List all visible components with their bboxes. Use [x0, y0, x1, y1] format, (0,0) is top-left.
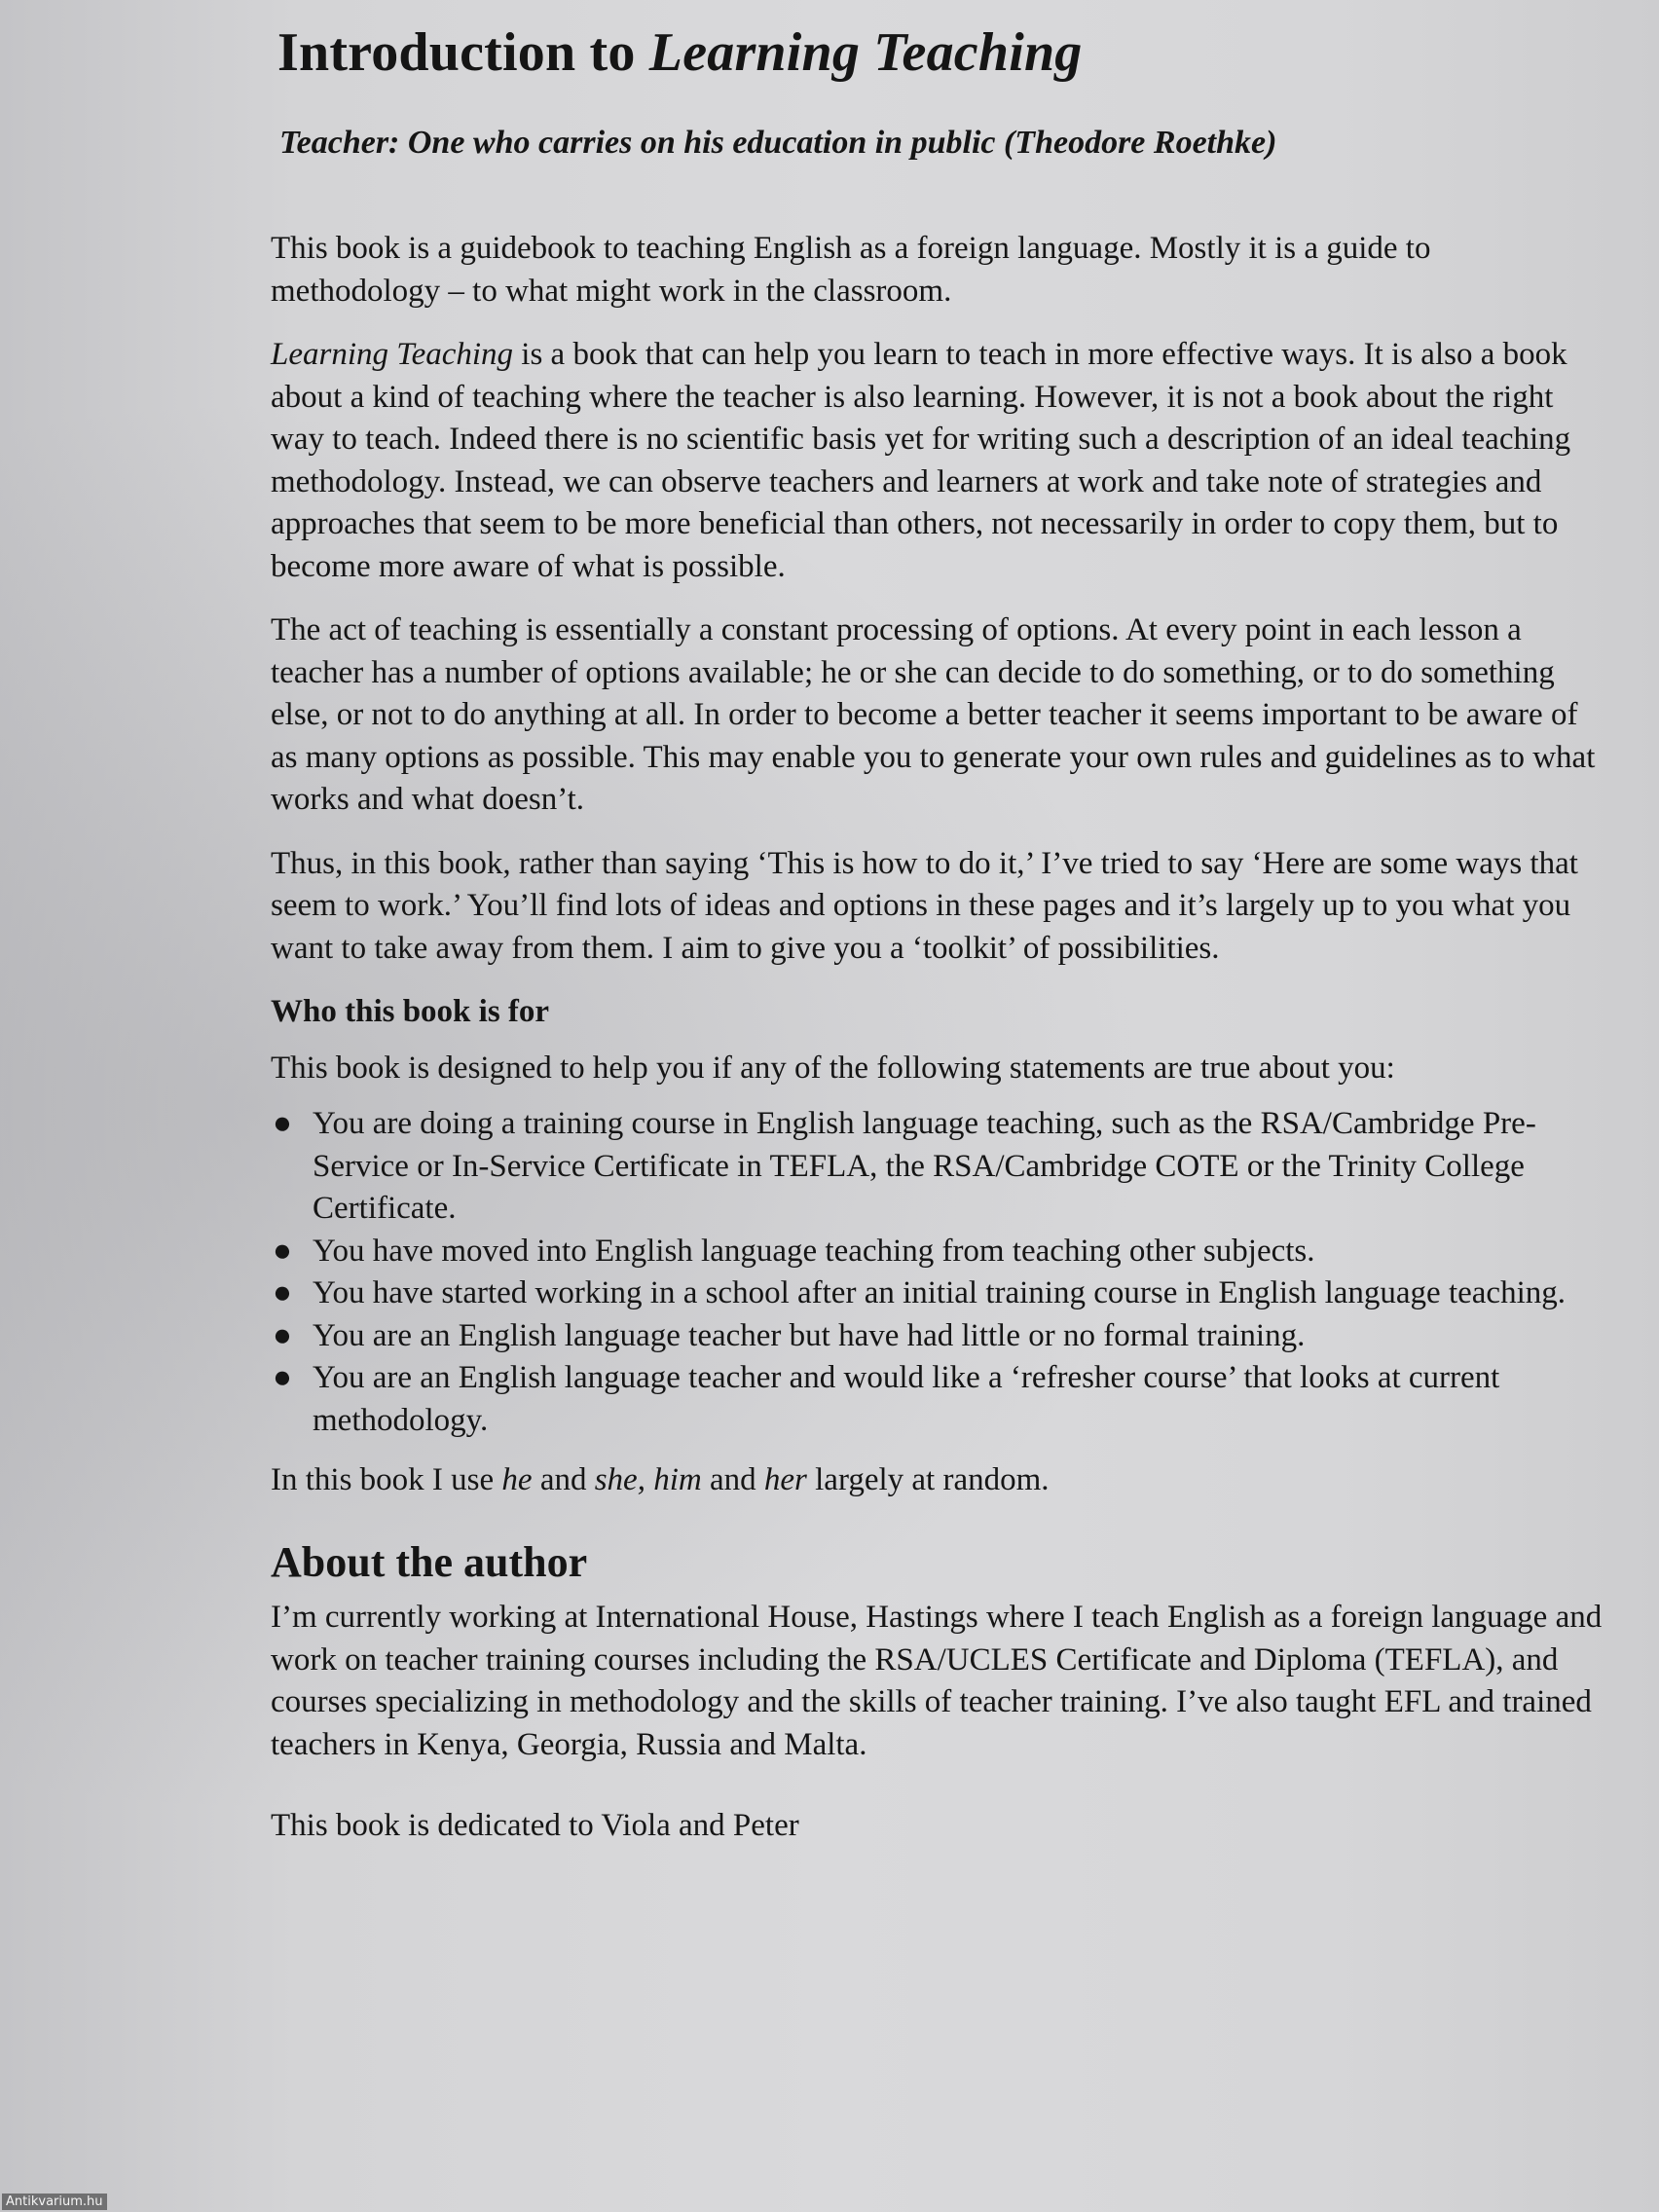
bullet-icon: ●	[273, 1360, 292, 1395]
list-item	[271, 1315, 1604, 1358]
bullet-icon: ●	[273, 1317, 292, 1353]
pronoun-he: he	[501, 1462, 533, 1497]
dedication: This book is dedicated to Viola and Peter	[271, 1808, 799, 1843]
pronoun-note-text: and	[532, 1462, 595, 1497]
page-title	[277, 21, 1083, 84]
pronoun-her: her	[763, 1462, 807, 1497]
list-item-text: You are an English language teacher but have had little or no formal training.	[313, 1317, 1306, 1353]
pronoun-she: she,	[594, 1462, 645, 1497]
list-item	[271, 1103, 1604, 1231]
pronoun-note	[271, 1459, 1604, 1502]
pronoun-note-text: In this book I use	[271, 1462, 502, 1497]
who-for-intro: This book is designed to help you if any of the following statements are true about you:	[271, 1050, 1395, 1086]
list-item-text: You are an English language teacher and would like a ‘refresher course’ that looks at current methodology.	[313, 1360, 1500, 1438]
list-item-text: You have moved into English language teaching from teaching other subjects.	[313, 1233, 1315, 1269]
pronoun-note-text: largely at random.	[806, 1462, 1050, 1497]
pronoun-note-text	[645, 1462, 653, 1497]
show-through-text	[39, 166, 47, 202]
pronoun-him: him	[653, 1462, 702, 1497]
book-title-italic: Learning Teaching	[271, 337, 514, 372]
list-item	[271, 1357, 1604, 1442]
bullet-icon: ●	[273, 1106, 292, 1141]
title-italic: Learning Teaching	[648, 22, 1083, 83]
paragraph-learning-teaching-text: is a book that can help you learn to teach in more effective ways. It is also a book about a kind of teaching where the teacher is also learning. However, it is not a book about the right way to teach. Indeed there is no scientific basis yet for writing such a description of an ideal teaching methodology. Instead, we can observe teachers and learners at work and take note of strategies and approaches that seem to be more beneficial than others, not necessarily in order to copy them, but to become more aware of what is possible.	[271, 337, 1571, 584]
pronoun-note-text: and	[701, 1462, 764, 1497]
list-item	[271, 1231, 1604, 1273]
paragraph-intro: This book is a guidebook to teaching English as a foreign language. Mostly it is a guide to methodology – to what might work in the classroom.	[271, 231, 1431, 309]
paragraph-act-of-teaching: The act of teaching is essentially a constant processing of options. At every point in each lesson a teacher has a number of options available; he or she can decide to do something, or to do something else, or not to do anything at all. In order to become a better teacher it seems important to be aware of as many options as possible. This may enable you to generate your own rules and guidelines as to what works and what doesn’t.	[271, 612, 1596, 817]
body-text	[271, 228, 1604, 1869]
audience-list	[271, 1103, 1604, 1442]
list-item-text: You are doing a training course in English language teaching, such as the RSA/Cambridge Pre-Service or In-Service Certificate in TEFLA, the RSA/Cambridge COTE or the Trinity College Certificate.	[313, 1106, 1536, 1226]
paragraph-toolkit: Thus, in this book, rather than saying ‘This is how to do it,’ I’ve tried to say ‘Here are some ways that seem to work.’ You’ll find lots of ideas and options in these pages and it’s largely up to you what you want to take away from them. I aim to give you a ‘toolkit’ of possibilities.	[271, 845, 1578, 966]
title-prefix: Introduction to	[277, 22, 649, 83]
about-author-text: I’m currently working at International House, Hastings where I teach English as a foreign language and work on teacher training courses including the RSA/UCLES Certificate and Diploma (TEFLA), and courses specializing in methodology and the skills of teacher training. I’ve also taught EFL and trained teachers in Kenya, Georgia, Russia and Malta.	[271, 1600, 1603, 1762]
about-author-heading: About the author	[271, 1537, 588, 1586]
bullet-icon: ●	[273, 1275, 292, 1310]
paragraph-learning-teaching	[271, 334, 1604, 588]
list-item	[271, 1272, 1604, 1315]
bullet-icon: ●	[273, 1233, 292, 1269]
watermark: Antikvarium.hu	[2, 2194, 107, 2210]
epigraph: Teacher: One who carries on his education in public (Theodore Roethke)	[279, 125, 1277, 161]
who-for-heading: Who this book is for	[271, 994, 550, 1029]
list-item-text: You have started working in a school after an initial training course in English language teaching.	[313, 1275, 1566, 1310]
